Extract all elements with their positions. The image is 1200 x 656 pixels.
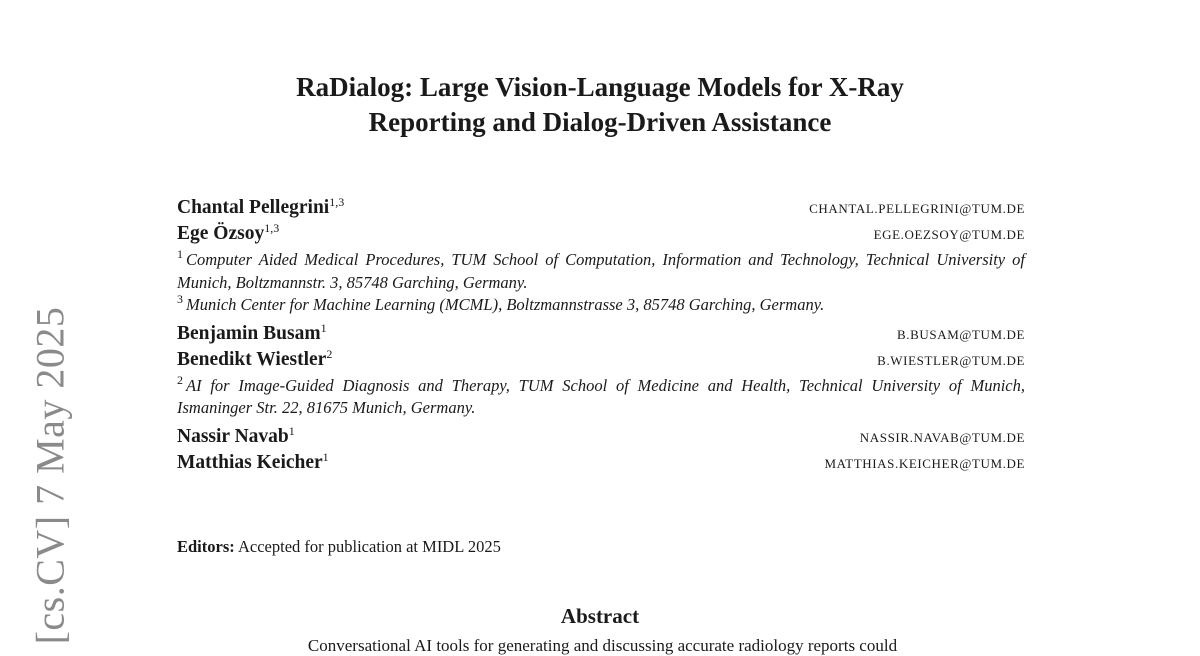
author-group-3 (177, 423, 1025, 478)
author-email[interactable]: EGE.OEZSOY@TUM.DE (873, 227, 1025, 242)
author-name: Benedikt Wiestler$^2$ (177, 346, 333, 370)
author-group-2 (177, 320, 1025, 420)
abstract-heading: Abstract (560, 604, 640, 628)
editors-text: Accepted for publication at MIDL 2025 (237, 537, 501, 556)
abstract-first-line: Conversational AI tools for generating and discussing accurate radiology reports could (307, 636, 898, 655)
author-row (177, 197, 1025, 223)
author-group-1 (177, 197, 1025, 317)
author-row (177, 346, 1025, 375)
affiliation: $^1$ Computer Aided Medical Procedures, TUM School of Computation, Information and Technology, Technical University of Munich, Boltzmannstr. 3, 85748 Garching, Germany. (177, 247, 1025, 292)
author-block (177, 197, 1025, 484)
affiliation: $^2$ AI for Image-Guided Diagnosis and Therapy, TUM School of Medicine and Health, Technical University of Munich, Ismaninger Str. 22, 81675 Munich, Germany. (177, 372, 1025, 417)
arxiv-stamp (28, 305, 72, 645)
paper-title-line-2: Reporting and Dialog-Driven Assistance (368, 107, 832, 137)
author-name: Nassir Navab$^1$ (177, 423, 295, 447)
author-email[interactable]: CHANTAL.PELLEGRINI@TUM.DE (809, 201, 1025, 216)
editors-label: Editors: (177, 537, 235, 556)
author-email[interactable]: NASSIR.NAVAB@TUM.DE (859, 429, 1025, 445)
author-email[interactable]: MATTHIAS.KEICHER@TUM.DE (824, 455, 1025, 471)
paper-title-line-1: RaDialog: Large Vision-Language Models for X-Ray (296, 72, 904, 102)
author-row (177, 223, 1025, 249)
author-name: Benjamin Busam$^1$ (177, 320, 327, 344)
author-row (177, 320, 1025, 349)
author-email[interactable]: B.BUSAM@TUM.DE (897, 326, 1025, 342)
author-row (177, 423, 1025, 452)
arxiv-stamp-text: [cs.CV] 7 May 2025 (27, 306, 73, 644)
author-name: Ege Özsoy$^{1,3}$ (177, 221, 280, 244)
author-email[interactable]: B.WIESTLER@TUM.DE (877, 352, 1025, 368)
affiliation: $^3$ Munich Center for Machine Learning (MCML), Boltzmannstrasse 3, 85748 Garching, Germany. (177, 292, 825, 314)
editors-line (177, 537, 501, 557)
author-row (177, 449, 1025, 478)
paper-title (0, 70, 1200, 140)
author-name: Chantal Pellegrini$^{1,3}$ (177, 195, 345, 218)
author-name: Matthias Keicher$^1$ (177, 449, 329, 473)
